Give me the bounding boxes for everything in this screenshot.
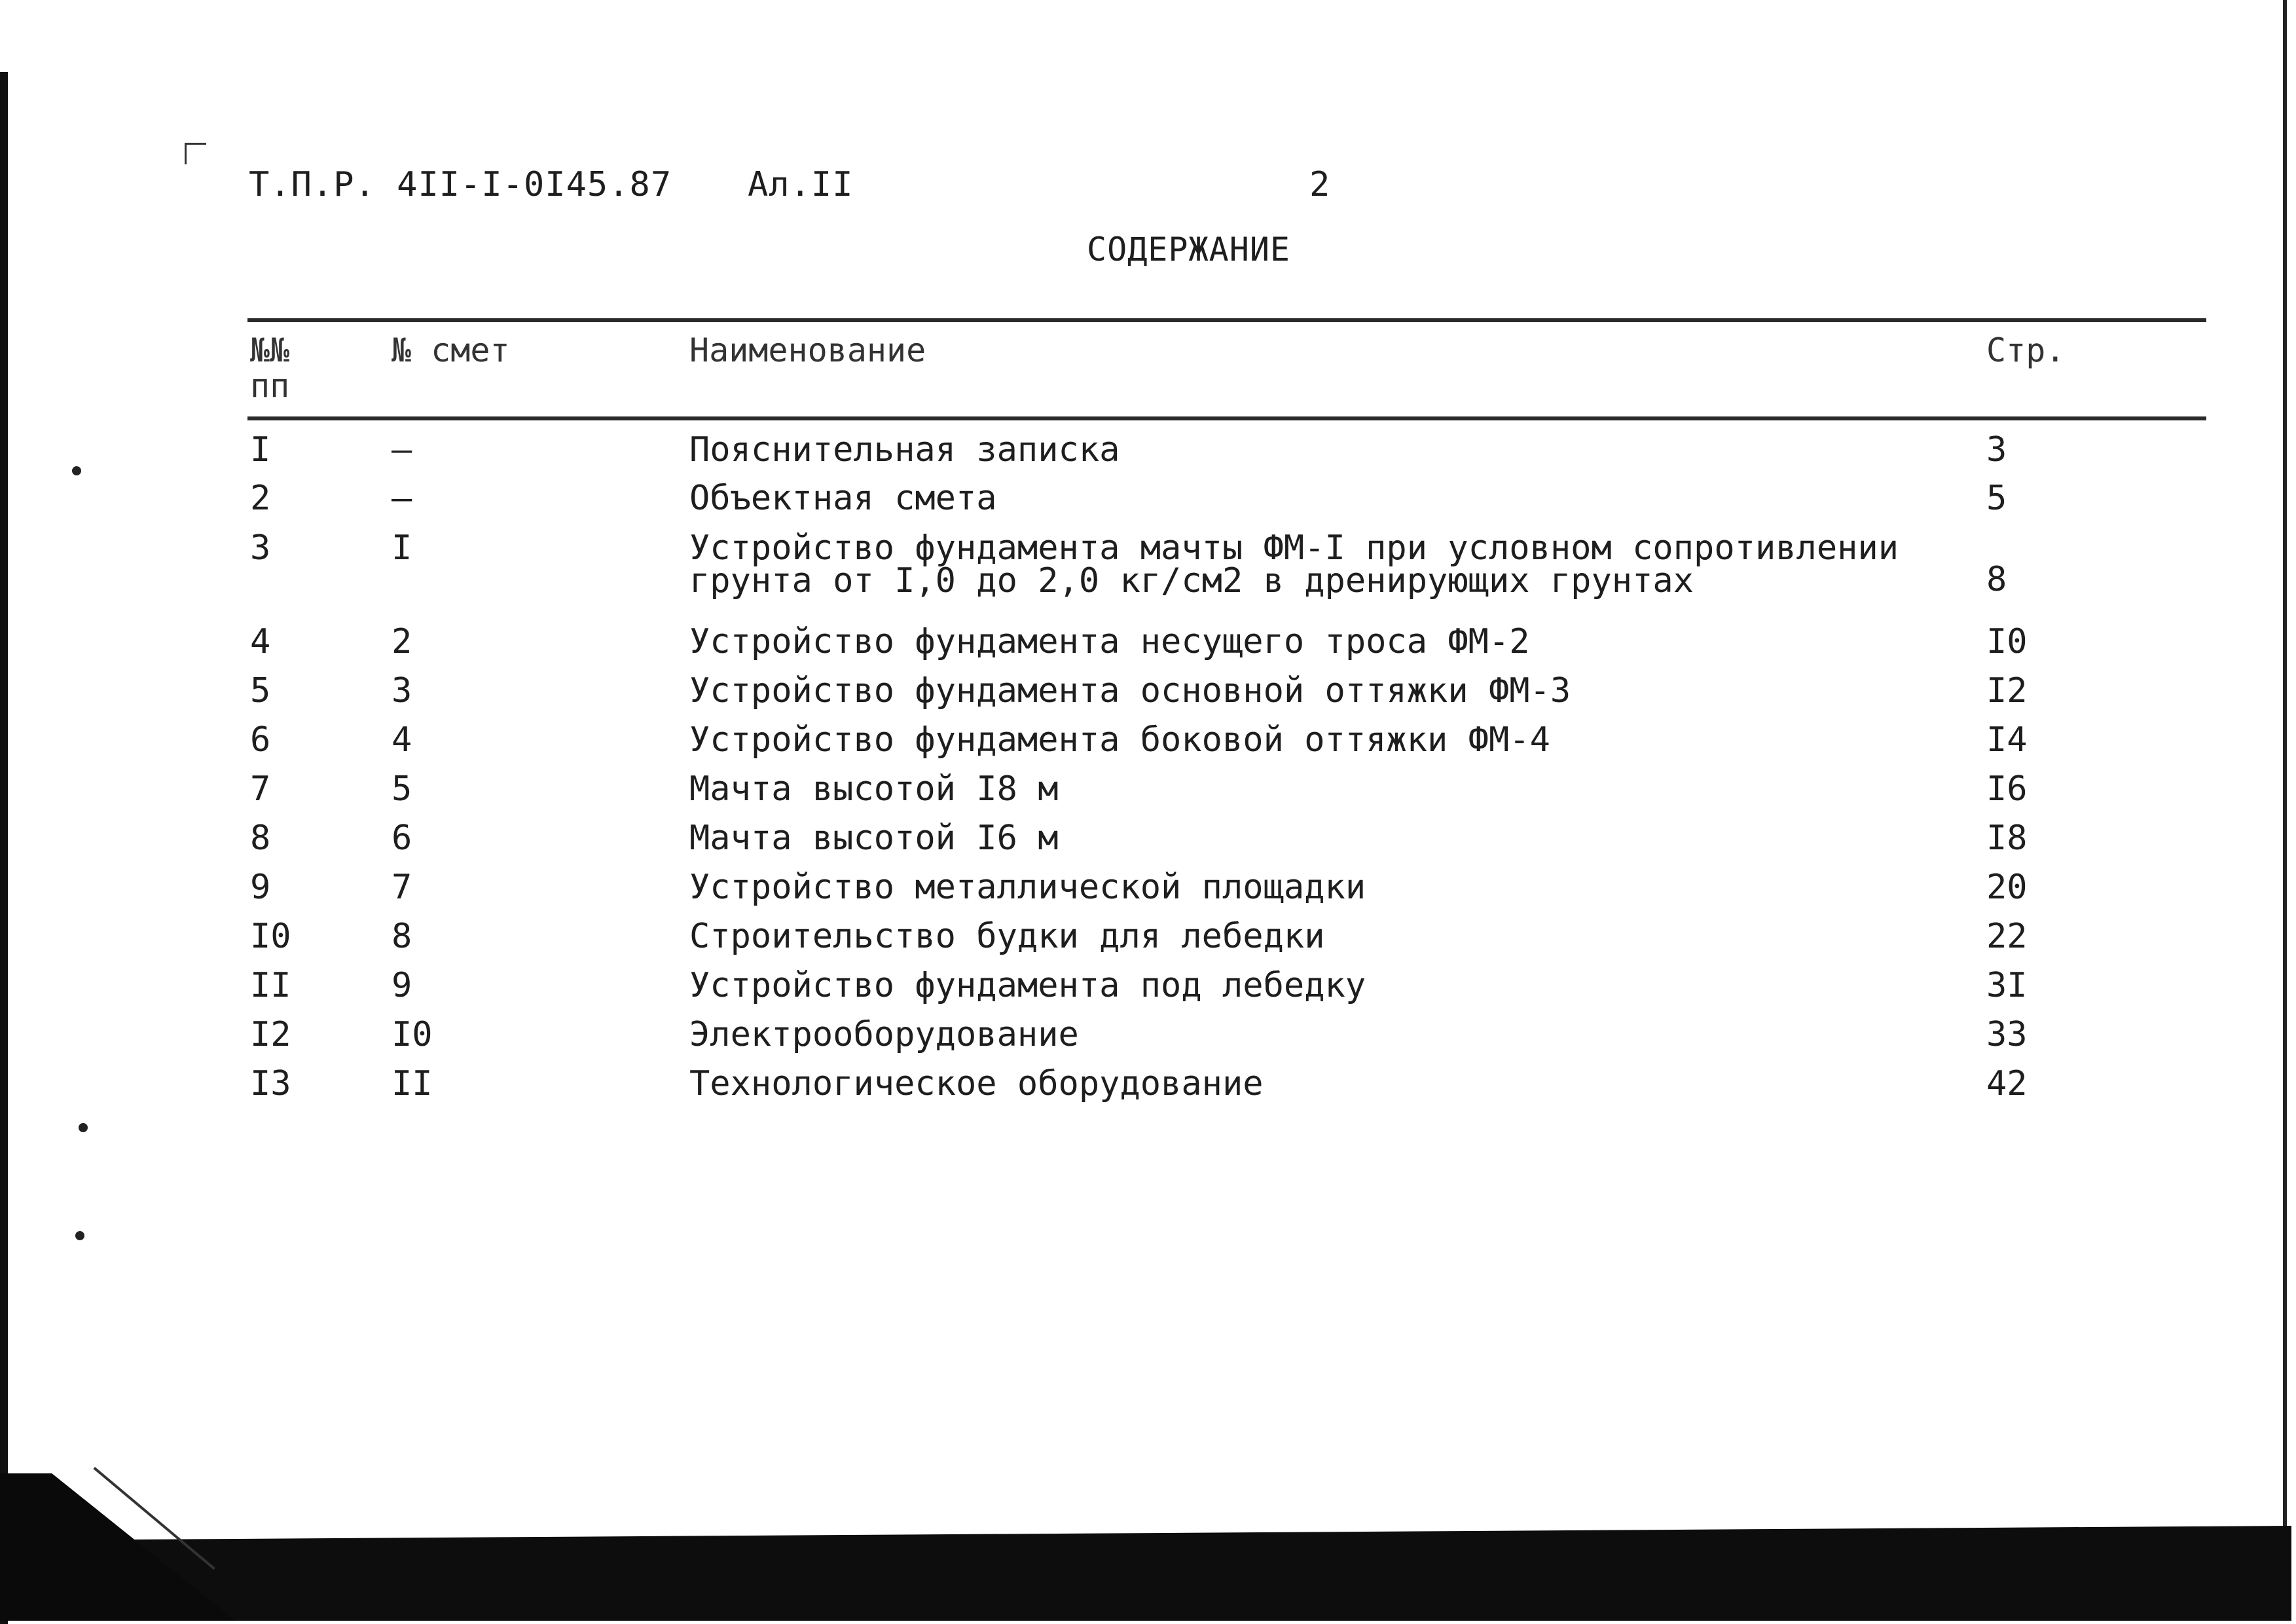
row-number: I3 — [250, 1064, 291, 1103]
table-header-rule — [247, 416, 2206, 420]
row-name: Технологическое оборудование — [689, 1064, 1264, 1103]
row-estimate-number: II — [392, 1064, 433, 1103]
row-name: Мачта высотой I8 м — [689, 769, 1059, 809]
row-name: Устройство фундамента боковой оттяжки ФМ-4 — [689, 720, 1550, 760]
row-number: 2 — [250, 479, 271, 518]
row-name: Устройство фундамента под лебедку — [689, 966, 1366, 1005]
row-page: 3 — [1986, 430, 2007, 470]
row-number: I2 — [250, 1015, 291, 1054]
scan-edge-bottom — [52, 1526, 2291, 1621]
row-name: Устройство фундамента основной оттяжки ФМ-3 — [689, 671, 1571, 710]
row-estimate-number: – — [392, 479, 412, 518]
column-header-name: Наименование — [689, 331, 926, 369]
corner-mark — [185, 143, 206, 164]
row-page: I8 — [1986, 819, 2028, 858]
row-page: 22 — [1986, 917, 2028, 956]
row-number: I0 — [250, 917, 291, 956]
row-estimate-number: 7 — [392, 868, 412, 907]
row-number: 5 — [250, 671, 271, 710]
row-name: Электрооборудование — [689, 1015, 1079, 1054]
row-estimate-number: 3 — [392, 671, 412, 710]
row-number: II — [250, 966, 291, 1005]
document-title: СОДЕРЖАНИЕ — [1087, 231, 1291, 268]
row-page: 20 — [1986, 868, 2028, 907]
column-header-page: Стр. — [1986, 331, 2066, 369]
row-name: Устройство металлической площадки — [689, 868, 1366, 907]
row-name: Устройство фундамента мачты ФМ-I при условном сопротивлении грунта от I,0 до 2,0 кг/см2 в дренирующих грунтах — [689, 528, 1899, 600]
row-number: 9 — [250, 868, 271, 907]
row-number: I — [250, 430, 271, 470]
scan-edge-left — [0, 72, 8, 1624]
row-page: 33 — [1986, 1015, 2028, 1054]
row-page: 8 — [1986, 560, 2007, 599]
row-estimate-number: 6 — [392, 819, 412, 858]
row-page: I2 — [1986, 671, 2028, 710]
row-name: Мачта высотой I6 м — [689, 819, 1059, 858]
row-number: 4 — [250, 622, 271, 661]
row-estimate-number: – — [392, 430, 412, 470]
column-header-estimate: № смет — [392, 331, 510, 369]
row-estimate-number: I0 — [392, 1015, 433, 1054]
row-name: Устройство фундамента несущего троса ФМ-2 — [689, 622, 1530, 661]
table-top-rule — [247, 318, 2206, 322]
row-page: 3I — [1986, 966, 2028, 1005]
row-number: 6 — [250, 720, 271, 760]
row-estimate-number: 8 — [392, 917, 412, 956]
row-estimate-number: 5 — [392, 769, 412, 809]
scan-speck — [75, 1231, 84, 1240]
album-number: Ал.II — [748, 165, 854, 204]
row-page: I4 — [1986, 720, 2028, 760]
row-name: Пояснительная записка — [689, 430, 1120, 470]
row-page: I6 — [1986, 769, 2028, 809]
row-estimate-number: 4 — [392, 720, 412, 760]
row-page: I0 — [1986, 622, 2028, 661]
page-number: 2 — [1309, 165, 1331, 204]
column-header-number: №№ пп — [250, 331, 290, 405]
scan-speck — [79, 1123, 88, 1132]
row-name: Строительство будки для лебедки — [689, 917, 1325, 956]
row-number: 3 — [250, 528, 271, 568]
row-estimate-number: I — [392, 528, 412, 568]
row-estimate-number: 9 — [392, 966, 412, 1005]
document-code: Т.П.Р. 4II-I-0I45.87 — [249, 165, 672, 204]
row-name: Объектная смета — [689, 479, 997, 518]
scan-speck — [72, 466, 81, 475]
scan-edge-right — [2283, 0, 2287, 1585]
row-number: 7 — [250, 769, 271, 809]
row-page: 42 — [1986, 1064, 2028, 1103]
row-estimate-number: 2 — [392, 622, 412, 661]
row-number: 8 — [250, 819, 271, 858]
row-page: 5 — [1986, 479, 2007, 518]
